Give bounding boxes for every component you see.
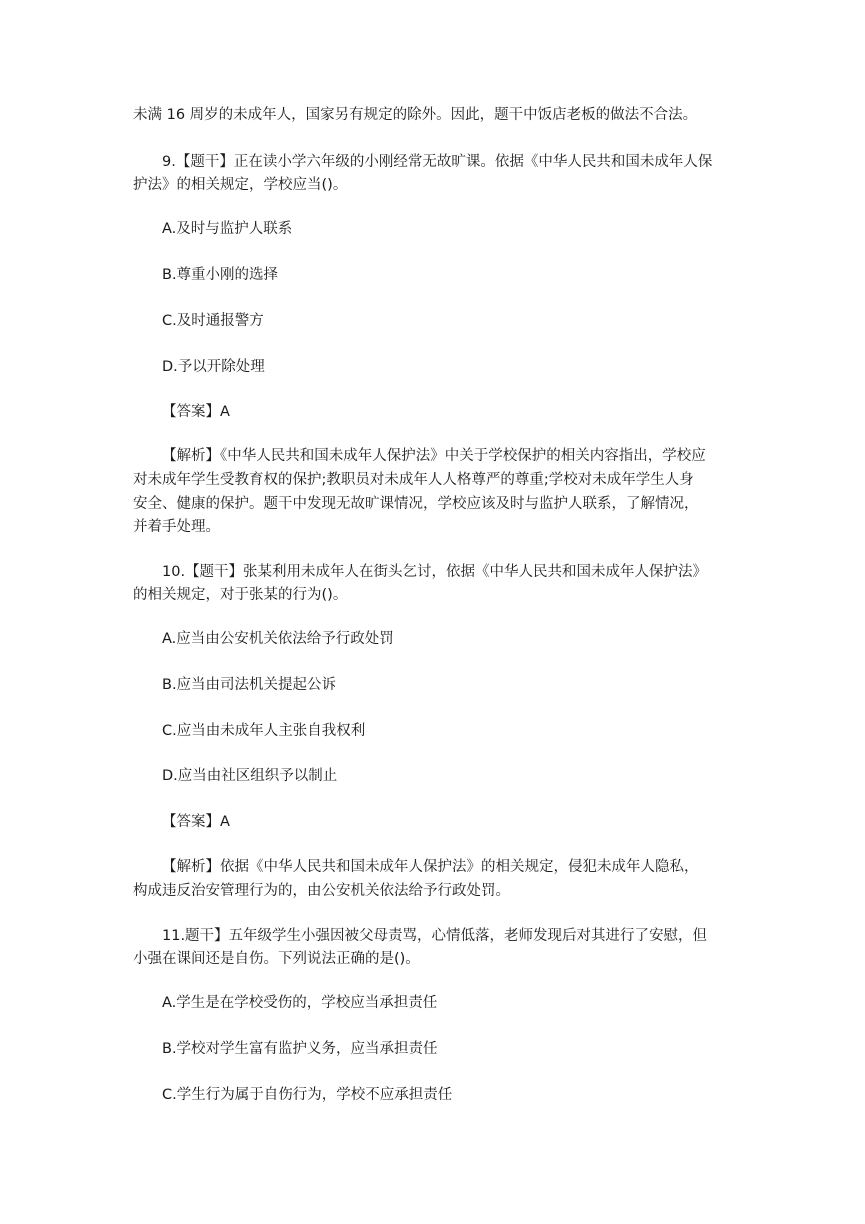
question-10-explanation: 【解析】依据《中华人民共和国未成年人保护法》的相关规定，侵犯未成年人隐私， <box>162 859 699 875</box>
question-9-stem: 9.【题干】正在读小学六年级的小刚经常无故旷课。依据《中华人民共和国未成年人保 <box>162 154 713 170</box>
question-9-option-d: D.予以开除处理 <box>162 359 265 375</box>
question-11-stem: 11.题干】五年级学生小强因被父母责骂，心情低落，老师发现后对其进行了安慰，但 <box>162 928 708 944</box>
question-9-explanation-cont: 对未成年学生受教育权的保护;教职员对未成年人人格尊严的尊重;学校对未成年学生人身 <box>133 472 694 488</box>
question-10-option-b: B.应当由司法机关提起公诉 <box>162 677 337 693</box>
question-9-answer: 【答案】A <box>162 404 230 420</box>
question-11-stem-cont: 小强在课间还是自伤。下列说法正确的是()。 <box>133 951 420 967</box>
question-11-option-c: C.学生行为属于自伤行为，学校不应承担责任 <box>162 1087 453 1103</box>
question-10-option-a: A.应当由公安机关依法给予行政处罚 <box>162 631 394 647</box>
question-9-explanation-cont: 安全、健康的保护。题干中发现无故旷课情况，学校应该及时与监护人联系，了解情况， <box>133 496 699 512</box>
question-9-explanation-cont: 并着手处理。 <box>133 519 220 535</box>
question-10-answer: 【答案】A <box>162 814 230 830</box>
question-10-option-d: D.应当由社区组织予以制止 <box>162 768 338 784</box>
question-9-option-a: A.及时与监护人联系 <box>162 221 293 237</box>
question-9-option-b: B.尊重小刚的选择 <box>162 267 279 283</box>
text-line: 未满 16 周岁的未成年人，国家另有规定的除外。因此，题干中饭店老板的做法不合法。 <box>133 107 698 123</box>
question-9-option-c: C.及时通报警方 <box>162 313 264 329</box>
question-10-explanation-cont: 构成违反治安管理行为的，由公安机关依法给予行政处罚。 <box>133 883 510 899</box>
question-10-stem: 10.【题干】张某利用未成年人在街头乞讨，依据《中华人民共和国未成年人保护法》 <box>162 564 708 580</box>
question-10-option-c: C.应当由未成年人主张自我权利 <box>162 723 366 739</box>
question-10-stem-cont: 的相关规定，对于张某的行为()。 <box>133 587 348 603</box>
question-9-explanation: 【解析】《中华人民共和国未成年人保护法》中关于学校保护的相关内容指出，学校应 <box>162 448 706 464</box>
question-11-option-b: B.学校对学生富有监护义务，应当承担责任 <box>162 1041 438 1057</box>
question-11-option-a: A.学生是在学校受伤的，学校应当承担责任 <box>162 995 438 1011</box>
question-9-stem-cont: 护法》的相关规定，学校应当()。 <box>133 177 348 193</box>
